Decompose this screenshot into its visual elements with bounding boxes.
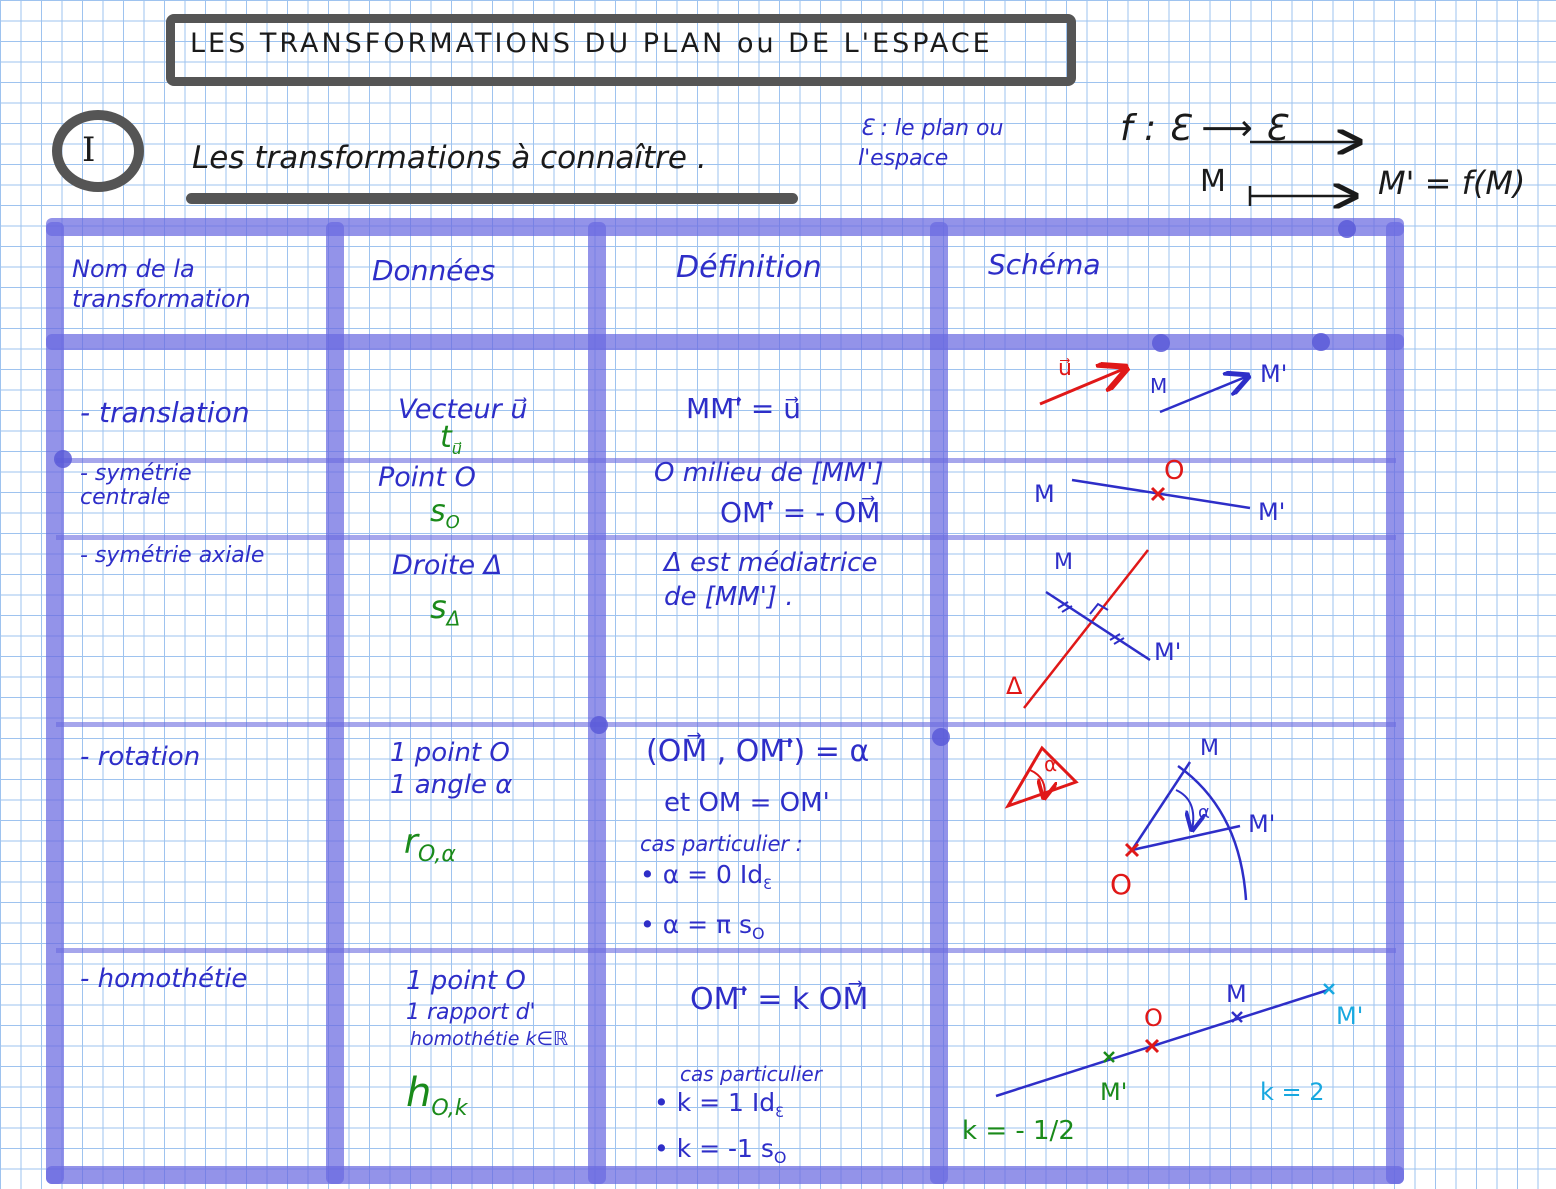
row-axial-name: - symétrie axiale: [80, 543, 265, 568]
label-homothety-mp-green: M': [1100, 1078, 1128, 1106]
rotation-om: [1132, 762, 1190, 850]
label-rotation-m: M: [1200, 736, 1219, 761]
row-rotation-def-2: et OM = OM': [664, 788, 830, 818]
row-homothety-name: - homothétie: [80, 964, 248, 994]
row-homothety-data-1: 1 point O: [406, 966, 526, 996]
map-definition-m: M: [1200, 164, 1226, 199]
map-definition-line1: f : Ɛ ⟶ Ɛ: [1120, 108, 1287, 149]
label-translation-m: M: [1150, 374, 1168, 398]
label-homothety-mp-cyan: M': [1336, 1002, 1364, 1030]
row-rotation-def-5: • α = π $s_O$: [640, 910, 765, 943]
row-homothety-def-3: • k = 1 $Id_Ɛ$: [654, 1088, 784, 1121]
row-homothety-def-1: OM'⃗ = k OM⃗: [690, 982, 869, 1017]
row-translation-notation: $t_{u⃗}$: [440, 420, 462, 458]
label-homothety-m: M: [1226, 980, 1247, 1008]
row-central-def-1: O milieu de [MM']: [654, 458, 884, 488]
row-central-def-2: OM'⃗ = - OM⃗: [720, 496, 881, 529]
rotation-om-prime: [1132, 826, 1240, 850]
row-rotation-def-4: • α = 0 $Id_Ɛ$: [640, 860, 772, 893]
rotation-angle-triangle: [1008, 748, 1076, 806]
axial-segment: [1046, 592, 1150, 660]
row-translation-definition: MM'⃗ = u⃗: [686, 392, 802, 425]
label-central-o: O: [1164, 456, 1185, 486]
label-axial-m: M: [1054, 550, 1073, 575]
section-heading: Les transformations à connaître .: [192, 140, 707, 176]
header-definition: Définition: [676, 250, 822, 285]
row-axial-def-2: de [MM'] .: [664, 582, 794, 612]
header-schema: Schéma: [988, 248, 1101, 281]
row-translation-data: Vecteur u⃗: [398, 394, 528, 425]
label-u: u⃗: [1058, 356, 1072, 381]
row-central-data: Point O: [378, 462, 476, 493]
central-segment: [1072, 480, 1250, 508]
label-central-m: M: [1034, 480, 1055, 508]
row-central-notation: $s_O$: [430, 494, 460, 533]
row-axial-data: Droite Δ: [392, 550, 503, 581]
label-homothety-k2: k = 2: [1260, 1078, 1325, 1106]
translation-vector-mm: [1160, 376, 1248, 412]
label-axial-delta: Δ: [1006, 672, 1023, 700]
row-axial-def-1: Δ est médiatrice: [664, 548, 878, 578]
row-homothety-notation: $h_{O,k}$: [406, 1070, 468, 1121]
label-rotation-alpha: α: [1198, 802, 1210, 823]
homothety-m-prime-cyan: [1324, 984, 1334, 994]
label-rotation-alpha-red: α: [1044, 752, 1058, 776]
translation-vector-u: [1040, 368, 1126, 404]
row-rotation-data-2: 1 angle α: [390, 770, 513, 800]
row-homothety-data-3: homothétie k∈ℝ: [410, 1028, 569, 1050]
row-axial-notation: $s_\Delta$: [430, 588, 461, 631]
note-plane-line2: l'espace: [858, 146, 949, 171]
section-number: I: [82, 130, 96, 170]
row-rotation-def-1: (OM⃗ , OM'⃗) = α: [646, 734, 870, 769]
rotation-alpha-arc: [1176, 790, 1193, 830]
note-plane-line1: Ɛ : le plan ou: [860, 116, 1004, 141]
map-definition-image: M' = f(M): [1378, 164, 1526, 202]
row-homothety-data-2: 1 rapport d': [406, 1000, 536, 1025]
label-axial-mp: M': [1154, 638, 1182, 666]
row-rotation-name: - rotation: [80, 742, 201, 772]
row-rotation-data-1: 1 point O: [390, 738, 510, 768]
label-translation-mp: M': [1260, 360, 1288, 388]
header-name: Nom de la transformation: [72, 255, 251, 313]
label-central-mp: M': [1258, 498, 1286, 526]
row-homothety-def-4: • k = -1 $s_O$: [654, 1134, 787, 1167]
page-title: LES TRANSFORMATIONS DU PLAN ou DE L'ESPACE: [190, 28, 993, 59]
axis-delta: [1024, 550, 1148, 708]
row-rotation-def-3: cas particulier :: [640, 832, 803, 856]
row-central-name: - symétrie centrale: [80, 461, 192, 510]
label-rotation-o: O: [1110, 868, 1133, 901]
header-data: Données: [372, 254, 496, 287]
label-rotation-mp: M': [1248, 810, 1276, 838]
label-homothety-o: O: [1144, 1004, 1163, 1032]
label-homothety-kneg: k = - 1/2: [962, 1116, 1075, 1146]
row-rotation-notation: $r_{O,\alpha}$: [404, 822, 456, 867]
row-homothety-def-2: cas particulier: [680, 1062, 822, 1086]
row-translation-name: - translation: [80, 396, 250, 429]
